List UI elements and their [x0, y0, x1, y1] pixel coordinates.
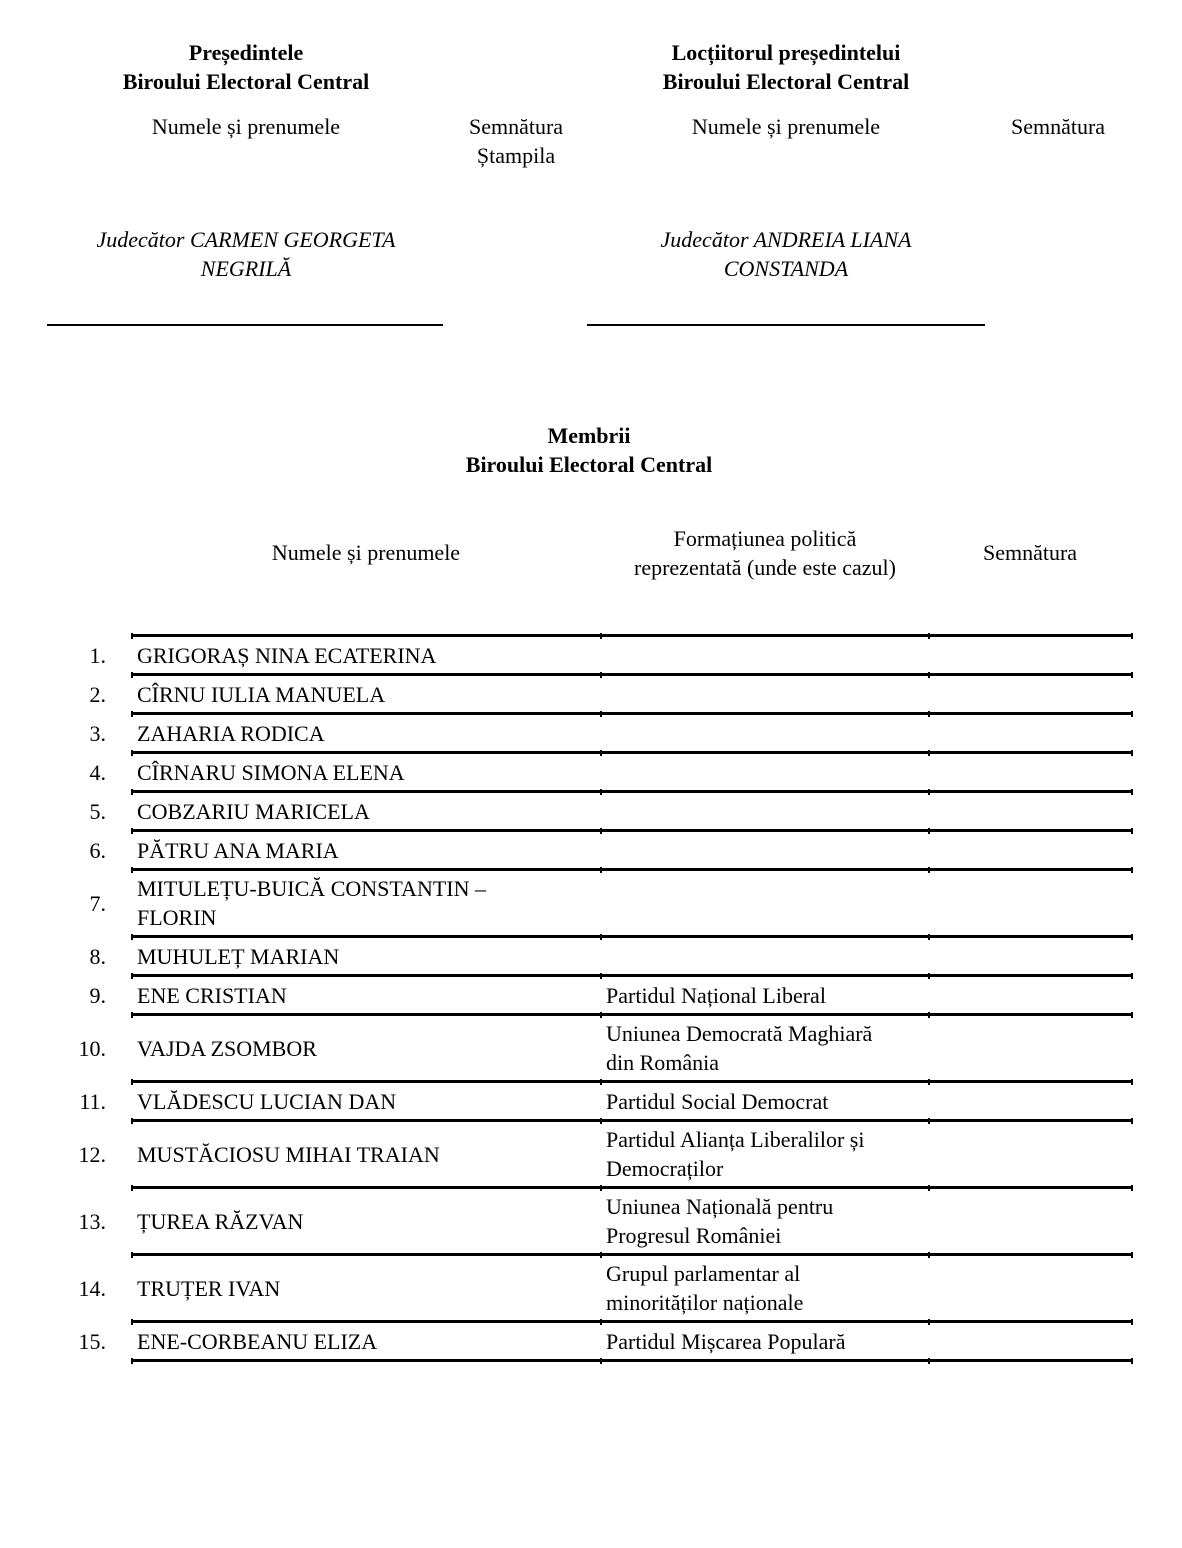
table-column-tick	[131, 1252, 133, 1258]
member-party	[606, 1016, 926, 1080]
member-name-line: FLORIN	[137, 905, 217, 930]
member-name	[137, 938, 577, 974]
member-name	[137, 754, 577, 790]
president-name-line1: Judecător CARMEN GEORGETA	[96, 227, 396, 252]
table-column-tick	[600, 1185, 602, 1191]
table-column-tick	[928, 789, 930, 795]
row-number-text: 4.	[89, 759, 106, 785]
table-column-tick	[928, 934, 930, 940]
table-column-tick	[131, 867, 133, 873]
table-column-tick	[928, 1012, 930, 1018]
table-column-tick	[1131, 750, 1133, 756]
member-name	[137, 871, 577, 935]
member-name-line: TRUȚER IVAN	[137, 1275, 281, 1301]
table-column-tick	[928, 750, 930, 756]
row-number	[40, 1083, 106, 1119]
member-name-line: ȚUREA RĂZVAN	[137, 1208, 304, 1234]
deputy-sign-header: Semnătura	[1010, 114, 1106, 139]
member-name-line: VAJDA ZSOMBOR	[137, 1035, 317, 1061]
table-column-tick	[131, 1079, 133, 1085]
member-party-line: din România	[606, 1050, 720, 1075]
president-sign-header	[440, 112, 592, 170]
table-column-tick	[928, 1319, 930, 1325]
deputy-name-line1: Judecător ANDREIA LIANA	[660, 227, 912, 252]
member-signature-cell	[932, 676, 1128, 712]
row-number-text: 11.	[79, 1088, 106, 1114]
table-column-tick	[131, 934, 133, 940]
member-name	[137, 1256, 577, 1320]
president-name-header: Numele și prenumele	[151, 114, 341, 139]
table-column-tick	[600, 828, 602, 834]
member-signature-cell	[932, 793, 1128, 829]
table-column-tick	[131, 789, 133, 795]
table-column-tick	[1131, 973, 1133, 979]
table-column-tick	[600, 973, 602, 979]
row-number	[40, 637, 106, 673]
table-column-tick	[600, 633, 602, 639]
member-signature-cell	[932, 832, 1128, 868]
row-number	[40, 1016, 106, 1080]
member-name-line: MUHULEȚ MARIAN	[137, 943, 340, 969]
member-name	[137, 832, 577, 868]
row-number	[40, 754, 106, 790]
table-column-tick	[131, 828, 133, 834]
member-name	[137, 977, 577, 1013]
member-party	[606, 1256, 926, 1320]
table-column-tick	[928, 973, 930, 979]
table-column-tick	[131, 711, 133, 717]
member-party	[606, 715, 926, 751]
member-signature-cell	[932, 1323, 1128, 1359]
member-party	[606, 754, 926, 790]
table-column-tick	[600, 1012, 602, 1018]
member-party-line: Uniunea Națională pentru	[606, 1194, 834, 1219]
member-party-line: Democraților	[606, 1156, 724, 1181]
member-signature-cell	[932, 977, 1128, 1013]
row-number-text: 7.	[89, 890, 106, 916]
table-column-tick	[131, 1185, 133, 1191]
table-column-tick	[928, 828, 930, 834]
table-column-tick	[1131, 867, 1133, 873]
row-number	[40, 715, 106, 751]
member-party	[606, 676, 926, 712]
table-column-tick	[928, 711, 930, 717]
member-name	[137, 715, 577, 751]
members-title-line2: Biroului Electoral Central	[465, 452, 713, 477]
table-column-tick	[1131, 828, 1133, 834]
deputy-name-line2: CONSTANDA	[723, 256, 849, 281]
row-number-text: 14.	[78, 1275, 106, 1301]
row-number	[40, 938, 106, 974]
member-party-line: Uniunea Democrată Maghiară	[606, 1021, 873, 1046]
member-name-line: PĂTRU ANA MARIA	[137, 837, 339, 863]
table-column-tick	[1131, 789, 1133, 795]
member-party	[606, 1122, 926, 1186]
table-column-tick	[600, 1079, 602, 1085]
member-name-line: MUSTĂCIOSU MIHAI TRAIAN	[137, 1141, 440, 1167]
row-number-text: 10.	[78, 1035, 106, 1061]
member-name	[137, 1083, 577, 1119]
president-title	[56, 38, 436, 96]
table-rule	[131, 1359, 1133, 1362]
member-name-line: COBZARIU MARICELA	[137, 798, 370, 824]
table-column-tick	[928, 1079, 930, 1085]
member-name	[137, 637, 577, 673]
row-number	[40, 1189, 106, 1253]
member-name-line: ENE CRISTIAN	[137, 982, 287, 1008]
member-signature-cell	[932, 871, 1128, 935]
member-name-line: VLĂDESCU LUCIAN DAN	[137, 1088, 397, 1114]
member-name	[137, 1323, 577, 1359]
col-header-signature: Semnătura	[982, 540, 1078, 565]
member-signature-cell	[932, 1189, 1128, 1253]
member-name	[137, 1189, 577, 1253]
member-party	[606, 637, 926, 673]
table-column-tick	[131, 973, 133, 979]
member-name	[137, 1016, 577, 1080]
table-column-tick	[928, 672, 930, 678]
table-column-tick	[131, 672, 133, 678]
president-stamp-label: Ștampila	[476, 143, 556, 168]
row-number-text: 12.	[78, 1141, 106, 1167]
table-column-tick	[1131, 1185, 1133, 1191]
president-name	[46, 225, 446, 283]
table-column-tick	[928, 867, 930, 873]
table-column-tick	[600, 789, 602, 795]
table-column-tick	[600, 1252, 602, 1258]
president-title-line1: Președintele	[188, 40, 304, 65]
table-column-tick	[600, 1358, 602, 1364]
table-column-tick	[131, 1319, 133, 1325]
member-party-line: Grupul parlamentar al	[606, 1261, 801, 1286]
member-signature-cell	[932, 1256, 1128, 1320]
row-number-text: 15.	[78, 1328, 106, 1354]
table-column-tick	[1131, 1079, 1133, 1085]
president-name-line2: NEGRILĂ	[200, 256, 292, 281]
member-signature-cell	[932, 938, 1128, 974]
member-party-line: minorităților naționale	[606, 1290, 804, 1315]
table-column-tick	[600, 867, 602, 873]
member-party-line: Progresul României	[606, 1223, 782, 1248]
table-column-tick	[928, 1252, 930, 1258]
col-header-party	[600, 524, 930, 582]
table-column-tick	[600, 672, 602, 678]
president-sign-label: Semnătura	[468, 114, 564, 139]
col-header-party-line1: Formațiunea politică	[673, 526, 857, 551]
member-party	[606, 832, 926, 868]
president-signature-line	[47, 324, 443, 326]
table-column-tick	[1131, 711, 1133, 717]
table-column-tick	[1131, 934, 1133, 940]
table-column-tick	[928, 1358, 930, 1364]
president-title-line2: Biroului Electoral Central	[122, 69, 370, 94]
member-party-line: Partidul Mișcarea Populară	[606, 1328, 846, 1354]
member-party	[606, 871, 926, 935]
table-column-tick	[131, 1358, 133, 1364]
table-column-tick	[600, 1319, 602, 1325]
member-signature-cell	[932, 754, 1128, 790]
member-signature-cell	[932, 637, 1128, 673]
members-title-line1: Membrii	[547, 423, 631, 448]
member-party-line: Partidul Alianța Liberalilor și	[606, 1127, 865, 1152]
col-header-party-line2: reprezentată (unde este cazul)	[634, 555, 896, 580]
member-party	[606, 1189, 926, 1253]
member-party	[606, 977, 926, 1013]
row-number-text: 8.	[89, 943, 106, 969]
row-number-text: 2.	[89, 681, 106, 707]
member-signature-cell	[932, 1083, 1128, 1119]
member-name-line: CÎRNU IULIA MANUELA	[137, 681, 386, 707]
member-party	[606, 1323, 926, 1359]
row-number-text: 3.	[89, 720, 106, 746]
row-number	[40, 1323, 106, 1359]
table-column-tick	[1131, 1012, 1133, 1018]
table-column-tick	[1131, 1319, 1133, 1325]
row-number	[40, 832, 106, 868]
member-name-line: ENE-CORBEANU ELIZA	[137, 1328, 378, 1354]
table-column-tick	[600, 934, 602, 940]
deputy-title-line1: Locțiitorul președintelui	[671, 40, 901, 65]
table-column-tick	[600, 750, 602, 756]
deputy-name	[586, 225, 986, 283]
member-name	[137, 793, 577, 829]
deputy-title-line2: Biroului Electoral Central	[662, 69, 910, 94]
member-party	[606, 938, 926, 974]
table-column-tick	[131, 750, 133, 756]
members-title	[389, 421, 789, 479]
row-number	[40, 793, 106, 829]
table-column-tick	[928, 633, 930, 639]
table-column-tick	[131, 633, 133, 639]
row-number	[40, 1122, 106, 1186]
table-column-tick	[1131, 1252, 1133, 1258]
table-column-tick	[131, 1012, 133, 1018]
row-number	[40, 1256, 106, 1320]
member-name-line: GRIGORAȘ NINA ECATERINA	[137, 642, 437, 668]
table-column-tick	[600, 711, 602, 717]
member-signature-cell	[932, 715, 1128, 751]
member-party	[606, 1083, 926, 1119]
row-number-text: 5.	[89, 798, 106, 824]
table-column-tick	[1131, 1358, 1133, 1364]
table-column-tick	[131, 1118, 133, 1124]
member-party-line: Partidul Național Liberal	[606, 982, 826, 1008]
table-column-tick	[928, 1118, 930, 1124]
row-number	[40, 977, 106, 1013]
row-number-text: 9.	[89, 982, 106, 1008]
member-signature-cell	[932, 1016, 1128, 1080]
member-name	[137, 1122, 577, 1186]
member-party	[606, 793, 926, 829]
deputy-title	[586, 38, 986, 96]
row-number	[40, 676, 106, 712]
row-number-text: 6.	[89, 837, 106, 863]
deputy-signature-line	[587, 324, 985, 326]
table-column-tick	[600, 1118, 602, 1124]
member-name-line: CÎRNARU SIMONA ELENA	[137, 759, 405, 785]
member-name-line: MITULEȚU-BUICĂ CONSTANTIN –	[137, 876, 486, 901]
member-party-line: Partidul Social Democrat	[606, 1088, 829, 1114]
table-column-tick	[1131, 633, 1133, 639]
col-header-name: Numele și prenumele	[271, 540, 461, 565]
row-number-text: 13.	[78, 1208, 106, 1234]
row-number-text: 1.	[89, 642, 106, 668]
row-number	[40, 871, 106, 935]
table-column-tick	[928, 1185, 930, 1191]
deputy-name-header: Numele și prenumele	[691, 114, 881, 139]
table-column-tick	[1131, 1118, 1133, 1124]
member-signature-cell	[932, 1122, 1128, 1186]
table-column-tick	[1131, 672, 1133, 678]
member-name	[137, 676, 577, 712]
member-name-line: ZAHARIA RODICA	[137, 720, 325, 746]
